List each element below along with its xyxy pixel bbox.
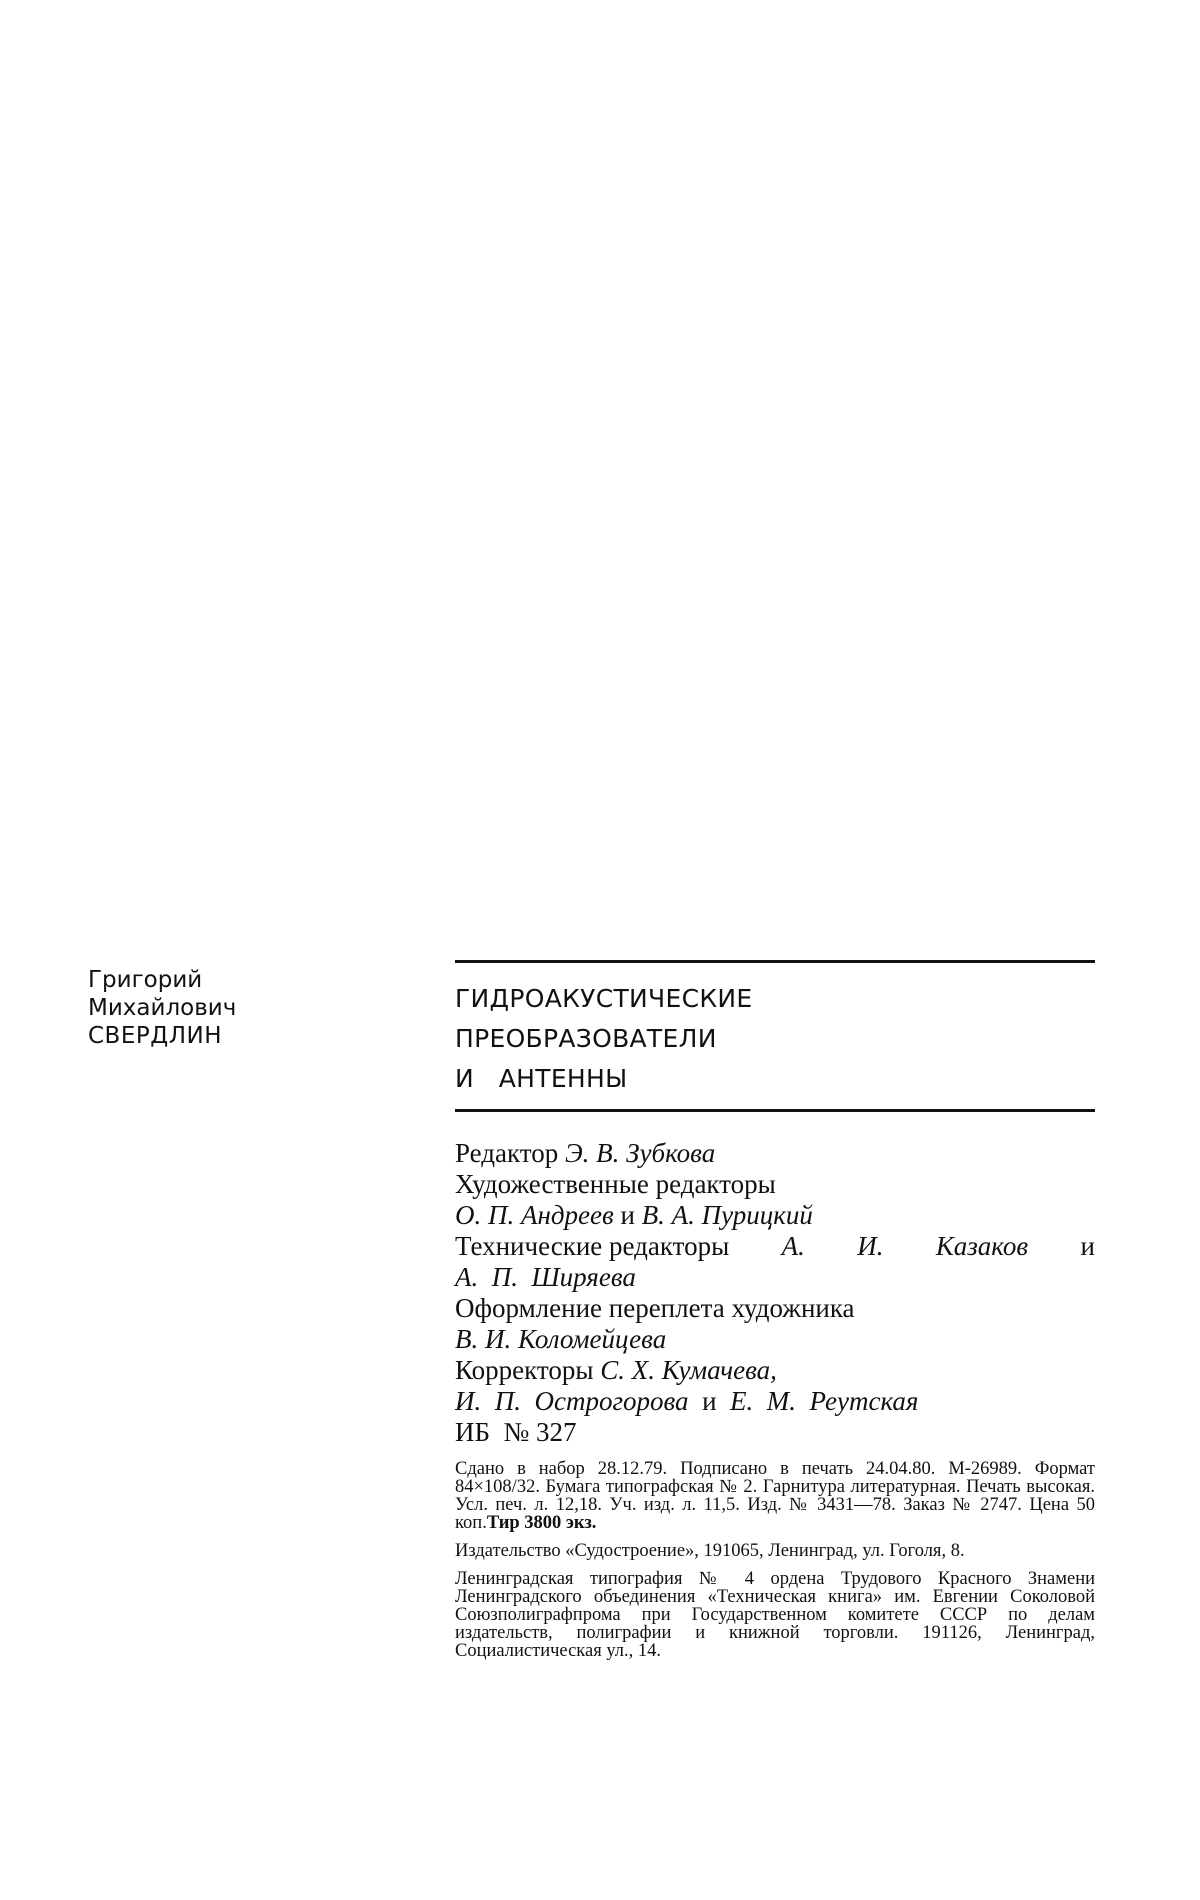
art-editors-label: Художественные редакторы [455,1169,776,1199]
cover-label: Оформление переплета художника [455,1293,855,1323]
tech-editor-surname: Казаков [935,1231,1029,1261]
art-editor-name-1: О. П. Андреев [455,1200,614,1230]
tech-editors-and: и [1080,1231,1095,1261]
correctors-line-2 [455,1386,1095,1417]
tech-editor-initial-1: А. [781,1231,805,1261]
correctors-and: и [702,1386,717,1416]
printing-info [455,1460,1095,1532]
corrector-1: С. Х. Кумачева, [600,1355,777,1385]
art-editor-name-2: В. А. Пурицкий [641,1200,813,1230]
cover-artist: В. И. Коломейцева [455,1324,667,1354]
editor-label: Редактор [455,1138,559,1168]
printing-run: Тир 3800 экз. [486,1513,597,1533]
author-block [88,966,348,1050]
author-first-name: Григорий [88,967,203,993]
book-title [455,979,1095,1099]
tech-editor-initial-2: И. [857,1231,884,1261]
corrector-2: И. П. Острогорова [455,1386,689,1416]
tech-editors-label: Технические редакторы [455,1231,730,1261]
ib-number: ИБ № 327 [455,1417,577,1447]
art-editors-and: и [620,1200,635,1230]
top-rule [455,960,1095,963]
correctors-label: Корректоры [455,1355,594,1385]
title-line-1: ГИДРОАКУСТИЧЕСКИЕ [455,984,753,1013]
art-editors-line [455,1200,1095,1231]
printer-info: Ленинградская типография № 4 ордена Трудового Красного Знамени Ленинградского объединения «Техническая книга» им. Евгении Соколовой Союзполиграфпрома при Государственном комитете СССР по делам издательств, полиграфии и книжной торговли. 191126, Ленинград, Социалистическая ул., 14. [455,1569,1095,1661]
title-line-2: ПРЕОБРАЗОВАТЕЛИ [455,1024,717,1053]
correctors-line [455,1355,1095,1386]
credits-block [455,1138,1095,1448]
editor-line [455,1138,1095,1169]
colophon [455,960,1095,1660]
publisher-info: Издательство «Судостроение», 191065, Ленинград, ул. Гоголя, 8. [455,1541,965,1561]
title-line-3: И АНТЕННЫ [455,1064,628,1093]
corrector-3: Е. М. Реутская [730,1386,919,1416]
tech-editors-line [455,1231,1095,1262]
bottom-rule [455,1109,1095,1112]
author-surname: СВЕРДЛИН [88,1023,223,1049]
editor-name: Э. В. Зубкова [564,1138,716,1168]
tech-editor-2: А. П. Ширяева [455,1262,636,1292]
author-patronymic: Михайлович [88,995,237,1021]
printing-details: Сдано в набор 28.12.79. Подписано в печать 24.04.80. М-26989. Формат 84×108/32. Бумага типографская № 2. Гарнитура литературная. Печать высокая. Усл. печ. л. 12,18. Уч. изд. л. 11,5. Изд. № 3431—78. Заказ № 2747. Цена 50 коп. [455,1459,1095,1533]
